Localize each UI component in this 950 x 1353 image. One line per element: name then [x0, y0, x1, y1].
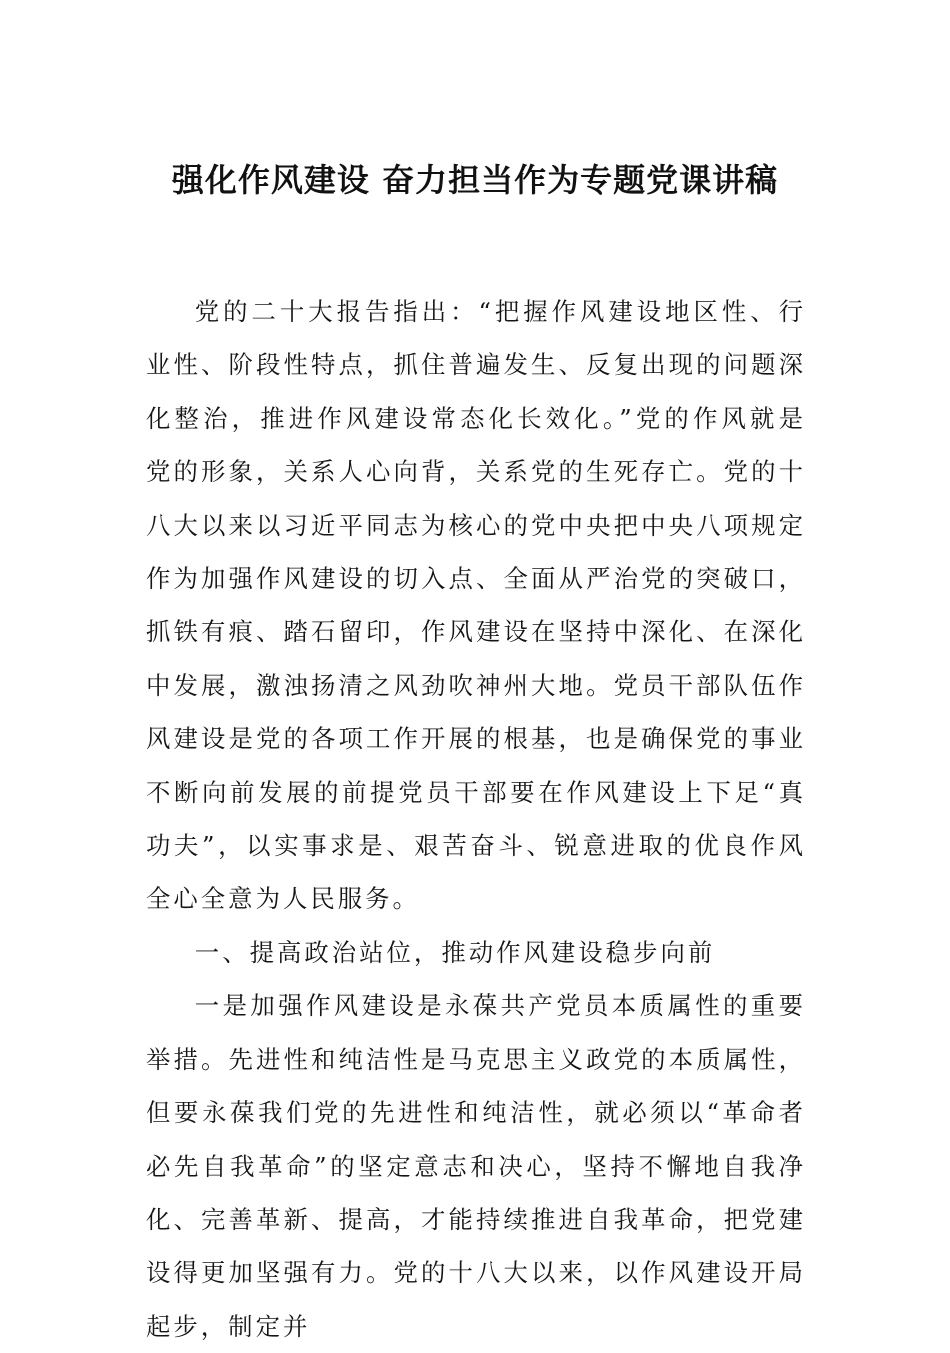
paragraph-intro: 党的二十大报告指出：“把握作风建设地区性、行业性、阶段性特点，抓住普遍发生、反复出现的问题深化整治，推进作风建设常态化长效化。”党的作风就是党的形象，关系人心向背，关系党的生死存亡。党的十八大以来以习近平同志为核心的党中央把中央八项规定作为加强作风建设的切入点、全面从严治党的突破口，抓铁有痕、踏石留印，作风建设在坚持中深化、在深化中发展，激浊扬清之风劲吹神州大地。党员干部队伍作风建设是党的各项工作开展的根基，也是确保党的事业不断向前发展的前提党员干部要在作风建设上下足“真功夫”，以实事求是、艰苦奋斗、锐意进取的优良作风全心全意为人民服务。 — [146, 297, 806, 914]
section-heading-1: 一、提高政治站位，推动作风建设稳步向前 — [194, 937, 716, 967]
paragraph-point-1: 一是加强作风建设是永葆共产党员本质属性的重要举措。先进性和纯洁性是马克思主义政党的本质属性，但要永葆我们党的先进性和纯洁性，就必须以“革命者必先自我革命”的坚定意志和决心，坚持不懈地自我净化、完善革新、提高，才能持续推进自我革命，把党建设得更加坚强有力。党的十八大以来，以作风建设开局起步，制定并 — [146, 991, 806, 1341]
document-body — [146, 285, 806, 1353]
document-title: 强化作风建设 奋力担当作为专题党课讲稿 — [171, 161, 779, 199]
